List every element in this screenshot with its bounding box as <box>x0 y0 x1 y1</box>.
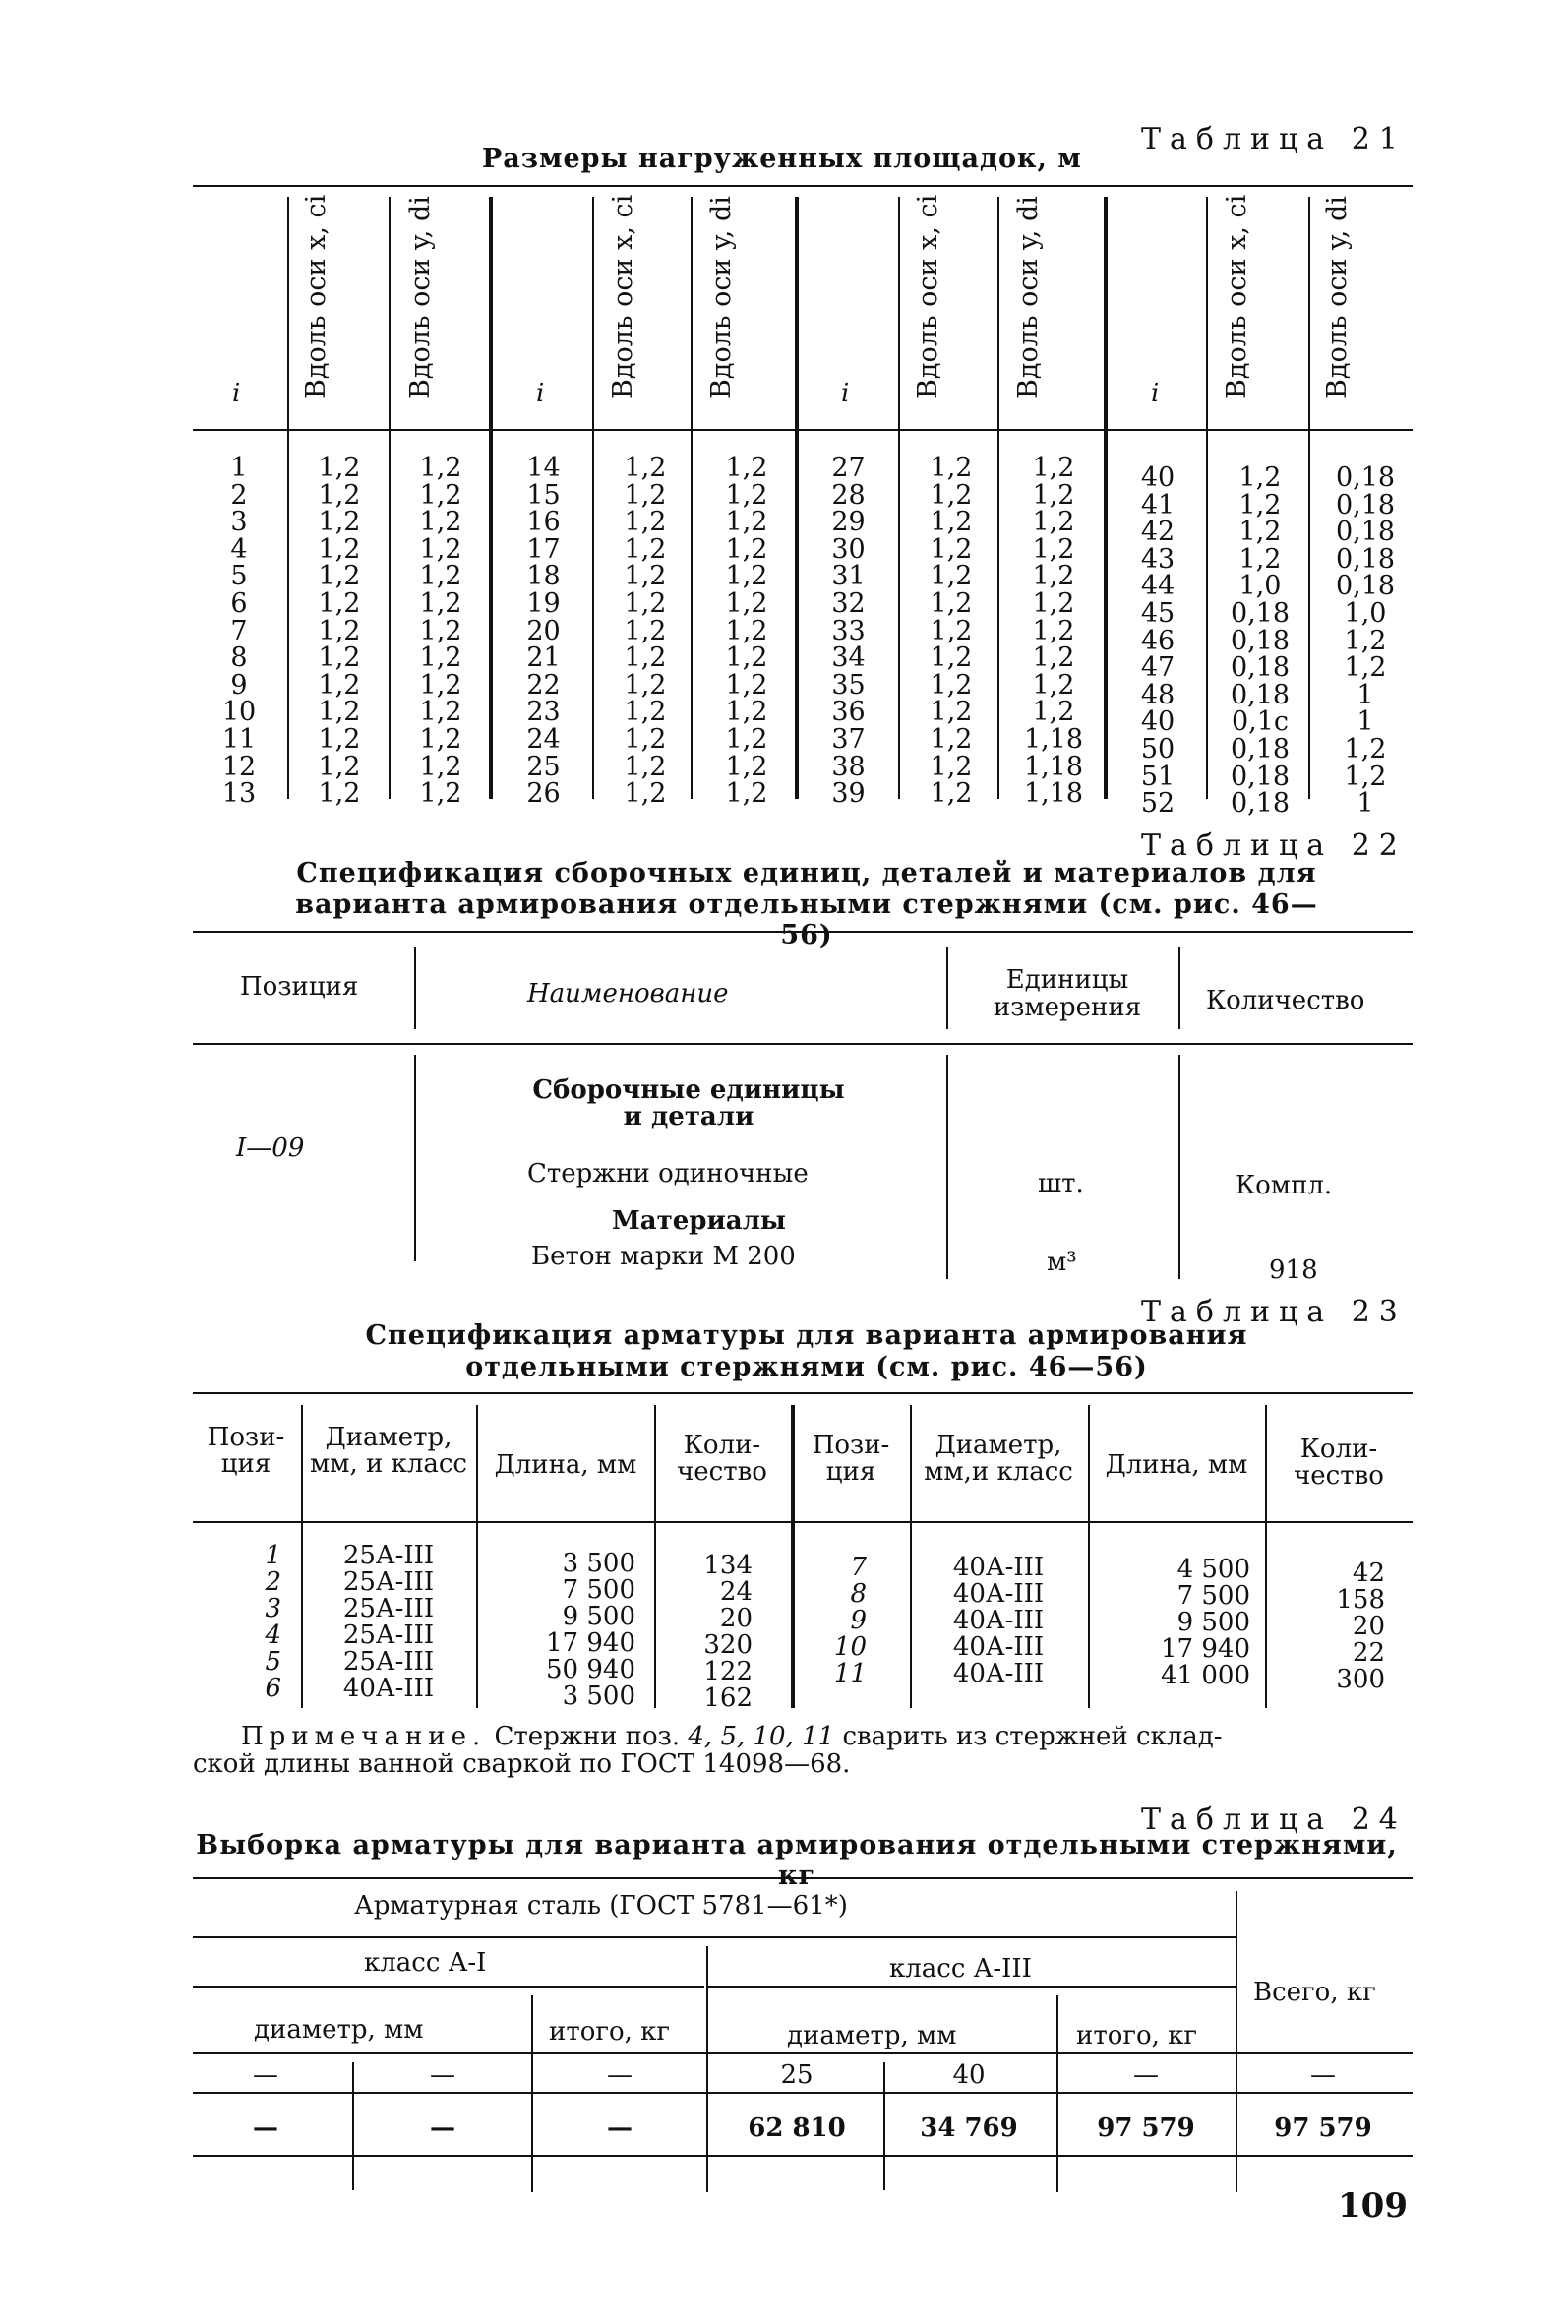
t21-cell: 1,2 <box>930 669 973 701</box>
t24-header-a1: класс А-I <box>364 1948 487 1978</box>
t22-position: I—09 <box>236 1133 305 1163</box>
t21-cell: 15 <box>526 479 561 511</box>
t21-cell: 0,18 <box>1335 517 1396 548</box>
t21-cell: 1,2 <box>624 507 667 538</box>
t21-i-header-2: i <box>536 379 545 408</box>
t23-header-pos2: Пози- ция <box>812 1431 890 1487</box>
t23-right-dia: 40А-III 40А-III 40А-III 40А-III 40А-III <box>952 1553 1045 1688</box>
t21-col-d-4 <box>1318 464 1413 818</box>
t21-cell: 0,1с <box>1231 706 1290 738</box>
t22-item-concrete: Бетон марки М 200 <box>531 1242 796 1271</box>
table23-title-line1: Спецификация арматуры для варианта армирования <box>365 1320 1248 1351</box>
t21-col-d-2 <box>700 455 793 808</box>
t21-cell: 1,2 <box>419 453 462 483</box>
t21-cell: 0,18 <box>1230 761 1291 792</box>
t21-x-header-3: Вдоль оси x, ci <box>913 194 943 398</box>
t23-right-qty: 42 158 20 22 300 <box>1336 1559 1385 1694</box>
t21-cell: 1,2 <box>725 561 768 592</box>
t21-cell: 1,2 <box>419 615 462 646</box>
t24-cell-r2-c7: 97 579 <box>1274 2113 1372 2143</box>
t21-col-i-3 <box>802 455 895 808</box>
t21-cell: 1,2 <box>725 453 768 483</box>
t21-cell: 2 <box>230 479 248 511</box>
t21-cell: 1,2 <box>1032 615 1075 646</box>
t21-cell: 8 <box>230 642 248 674</box>
t21-cell: 1,2 <box>1032 533 1075 565</box>
t21-cell: 1,2 <box>1344 625 1387 656</box>
t21-cell: 47 <box>1140 652 1176 684</box>
t24-cell-r1-c5: 40 <box>952 2060 986 2090</box>
t21-cell: 18 <box>526 561 561 592</box>
t21-i-header-3: i <box>841 379 850 408</box>
t21-cell: 1,2 <box>318 533 361 565</box>
t21-cell: 25 <box>526 751 561 782</box>
t21-cell: 1,18 <box>1023 778 1084 810</box>
t21-cell: 1,2 <box>419 561 462 592</box>
t21-cell: 0,18 <box>1230 679 1291 710</box>
t23-right-pos: 7 8 9 10 11 <box>833 1553 867 1688</box>
t23-header-qty: Коли- чество <box>677 1431 767 1487</box>
t21-cell: 11 <box>221 723 257 755</box>
t21-cell: 1,2 <box>419 669 462 701</box>
t22-item-rods: Стержни одиночные <box>527 1159 809 1189</box>
t24-cell-r1-c2: — <box>430 2060 455 2090</box>
t24-header-steel: Арматурная сталь (ГОСТ 5781—61*) <box>354 1891 848 1921</box>
t22-item-concrete-qty: 918 <box>1269 1255 1318 1285</box>
t21-cell: 38 <box>831 751 866 782</box>
t21-cell: 1,2 <box>318 615 361 646</box>
table21-caption: Таблица 21 <box>1141 122 1407 156</box>
t23-left-dia: 25А-III 25А-III 25А-III 25А-III 25А-III 40А-III <box>342 1541 435 1703</box>
t21-cell: 39 <box>831 778 866 810</box>
t21-cell: 7 <box>230 615 248 646</box>
t21-y-header-1: Вдоль оси y, di <box>405 196 436 398</box>
t21-cell: 1,18 <box>1023 751 1084 782</box>
t21-col-i-2 <box>497 455 590 808</box>
table24-caption: Таблица 24 <box>1141 1803 1407 1837</box>
t21-cell: 1,2 <box>318 723 361 755</box>
t21-cell: 1,2 <box>1032 507 1075 538</box>
table22-caption: Таблица 22 <box>1141 828 1407 863</box>
t21-cell: 37 <box>831 723 866 755</box>
t21-cell: 13 <box>221 778 257 810</box>
t22-header-qty: Количество <box>1206 986 1365 1015</box>
t21-cell: 1,2 <box>624 642 667 674</box>
t21-cell: 1,2 <box>1344 761 1387 792</box>
t21-cell: 1,2 <box>1344 652 1387 684</box>
t21-col-d-3 <box>1005 455 1102 808</box>
t21-cell: 1,2 <box>624 615 667 646</box>
t21-cell: 29 <box>831 507 866 538</box>
t22-section-assembly: Сборочные единицы и детали <box>532 1075 845 1131</box>
t21-cell: 21 <box>526 642 561 674</box>
t21-cell: 1,18 <box>1023 723 1084 755</box>
t21-cell: 1,2 <box>725 669 768 701</box>
t22-item-concrete-unit: м³ <box>1047 1248 1077 1277</box>
t23-left-pos: 1 2 3 4 5 6 <box>265 1541 281 1703</box>
t21-cell: 1 <box>230 453 248 483</box>
t21-x-header-1: Вдоль оси x, ci <box>301 194 332 398</box>
t21-cell: 1,2 <box>419 587 462 619</box>
t21-cell: 52 <box>1140 788 1176 820</box>
t21-cell: 1,2 <box>725 533 768 565</box>
t21-cell: 31 <box>831 561 866 592</box>
t21-cell: 1,2 <box>1238 543 1282 575</box>
t21-cell: 1,2 <box>419 723 462 755</box>
t21-cell: 0,18 <box>1230 652 1291 684</box>
t21-cell: 1,2 <box>725 778 768 810</box>
t21-cell: 43 <box>1140 543 1176 575</box>
t21-cell: 1,2 <box>725 723 768 755</box>
t24-cell-r2-c4: 62 810 <box>748 2113 846 2143</box>
t21-cell: 1,2 <box>930 479 973 511</box>
t21-col-c-3 <box>907 455 995 808</box>
t21-i-header-1: i <box>232 379 241 408</box>
t21-cell: 36 <box>831 697 866 728</box>
t21-cell: 0,18 <box>1230 597 1291 629</box>
t21-cell: 1,2 <box>930 453 973 483</box>
t21-cell: 44 <box>1140 571 1176 602</box>
t21-cell: 1,2 <box>318 751 361 782</box>
t21-cell: 0,18 <box>1335 543 1396 575</box>
t24-header-a3: класс А-III <box>889 1954 1032 1984</box>
t21-cell: 1,2 <box>1032 697 1075 728</box>
t21-cell: 1,2 <box>725 642 768 674</box>
t23-left-len: 3 500 7 500 9 500 17 940 50 940 3 500 <box>546 1549 635 1711</box>
t21-x-header-2: Вдоль оси x, ci <box>608 194 638 398</box>
t21-cell: 40 <box>1140 462 1176 493</box>
t21-cell: 1,2 <box>419 778 462 810</box>
t21-cell: 28 <box>831 479 866 511</box>
t21-cell: 1,2 <box>1032 587 1075 619</box>
t21-cell: 1,2 <box>624 778 667 810</box>
t21-cell: 40 <box>1140 706 1176 738</box>
t21-cell: 0,18 <box>1335 489 1396 520</box>
t21-cell: 1,2 <box>725 751 768 782</box>
t24-header-dia3: диаметр, мм <box>787 2021 957 2050</box>
t22-header-name: Наименование <box>527 979 729 1009</box>
t21-cell: 16 <box>526 507 561 538</box>
t23-note-line2: ской длины ванной сваркой по ГОСТ 14098—68. <box>193 1749 851 1779</box>
t21-cell: 27 <box>831 453 866 483</box>
t21-cell: 1,2 <box>930 507 973 538</box>
t21-cell: 3 <box>230 507 248 538</box>
t21-cell: 19 <box>526 587 561 619</box>
t21-cell: 14 <box>526 453 561 483</box>
t21-cell: 1,2 <box>624 751 667 782</box>
t21-cell: 1,0 <box>1238 571 1282 602</box>
t22-header-pos: Позиция <box>240 972 359 1002</box>
t21-cell: 1,2 <box>624 453 667 483</box>
t21-cell: 1,2 <box>624 479 667 511</box>
table22-title-line2: варианта армирования отдельными стержнями (см. рис. 46—56) <box>295 889 1318 950</box>
t21-cell: 1,2 <box>624 669 667 701</box>
t21-cell: 1,2 <box>419 642 462 674</box>
t21-y-header-3: Вдоль оси y, di <box>1013 196 1044 398</box>
table23-title-line2: отдельными стержнями (см. рис. 46—56) <box>465 1352 1148 1382</box>
t22-header-units: Единицы измерения <box>993 965 1142 1022</box>
t21-cell: 23 <box>526 697 561 728</box>
t21-cell: 1,2 <box>318 642 361 674</box>
t21-cell: 41 <box>1140 489 1176 520</box>
t23-note-positions: 4, 5, 10, 11 <box>688 1722 835 1751</box>
t21-cell: 51 <box>1140 761 1176 792</box>
t21-cell: 0,18 <box>1335 571 1396 602</box>
t21-cell: 33 <box>831 615 866 646</box>
t21-cell: 1,2 <box>930 615 973 646</box>
t23-header-len: Длина, мм <box>494 1450 637 1480</box>
t21-col-c-2 <box>602 455 689 808</box>
t21-cell: 1,2 <box>624 587 667 619</box>
t21-cell: 1 <box>1357 706 1374 738</box>
t21-cell: 1 <box>1357 679 1374 710</box>
table21-title: Размеры нагруженных площадок, м <box>482 144 1082 174</box>
t24-cell-r1-c3: — <box>607 2060 633 2090</box>
t21-cell: 1,2 <box>1238 517 1282 548</box>
t21-cell: 1,2 <box>725 587 768 619</box>
t23-header-qty2: Коли- чество <box>1294 1435 1384 1491</box>
t24-cell-r2-c1: — <box>253 2113 278 2143</box>
t21-cell: 1,2 <box>725 479 768 511</box>
t21-cell: 1,2 <box>930 561 973 592</box>
t21-y-header-4: Вдоль оси y, di <box>1322 196 1353 398</box>
t21-cell: 0,18 <box>1230 625 1291 656</box>
t21-cell: 22 <box>526 669 561 701</box>
t21-i-header-4: i <box>1151 379 1160 408</box>
t21-cell: 1,2 <box>624 561 667 592</box>
t22-item-rods-unit: шт. <box>1038 1169 1084 1198</box>
t24-cell-r1-c1: — <box>253 2060 278 2090</box>
t21-cell: 1,2 <box>624 723 667 755</box>
t24-header-dia: диаметр, мм <box>254 2015 424 2045</box>
t24-header-total-all: Всего, кг <box>1253 1978 1376 2007</box>
t21-cell: 1,2 <box>318 587 361 619</box>
t21-col-i-4 <box>1112 464 1204 818</box>
t24-header-itogo: итого, кг <box>549 2017 671 2047</box>
t21-cell: 50 <box>1140 733 1176 764</box>
t21-cell: 1,2 <box>419 479 462 511</box>
t21-cell: 5 <box>230 561 248 592</box>
t21-cell: 1,2 <box>624 697 667 728</box>
t24-cell-r2-c5: 34 769 <box>920 2113 1018 2143</box>
t21-cell: 1,2 <box>419 697 462 728</box>
t21-cell: 1,2 <box>930 533 973 565</box>
t21-cell: 0,18 <box>1335 462 1396 493</box>
t21-cell: 1,2 <box>318 669 361 701</box>
t21-cell: 1,2 <box>1238 489 1282 520</box>
table24-title: Выборка арматуры для варианта армирования отдельными стержнями, кг <box>196 1830 1398 1891</box>
t21-cell: 1,2 <box>318 561 361 592</box>
t23-header-pos: Пози- ция <box>207 1423 285 1479</box>
t21-cell: 26 <box>526 778 561 810</box>
t23-note-line1 <box>241 1722 1223 1751</box>
t21-cell: 32 <box>831 587 866 619</box>
t23-note-text-a: Стержни поз. <box>486 1722 689 1751</box>
t23-left-qty: 134 24 20 320 122 162 <box>703 1551 753 1713</box>
t21-cell: 24 <box>526 723 561 755</box>
t21-cell: 1,2 <box>930 723 973 755</box>
t21-cell: 17 <box>526 533 561 565</box>
t21-cell: 1,0 <box>1344 597 1387 629</box>
t24-cell-r1-c7: — <box>1310 2060 1336 2090</box>
t21-cell: 1,2 <box>930 642 973 674</box>
t21-col-c-1 <box>295 455 384 808</box>
t21-col-i-1 <box>193 455 285 808</box>
t23-right-len: 4 500 7 500 9 500 17 940 41 000 <box>1161 1555 1250 1690</box>
t21-cell: 1,2 <box>419 533 462 565</box>
t21-cell: 10 <box>221 697 257 728</box>
t24-cell-r1-c6: — <box>1133 2060 1159 2090</box>
t21-cell: 42 <box>1140 517 1176 548</box>
t21-cell: 20 <box>526 615 561 646</box>
t21-cell: 4 <box>230 533 248 565</box>
t21-cell: 1,2 <box>930 751 973 782</box>
t21-cell: 35 <box>831 669 866 701</box>
t21-col-d-1 <box>395 455 486 808</box>
t22-item-rods-qty: Компл. <box>1236 1171 1333 1200</box>
t21-cell: 1,2 <box>930 587 973 619</box>
t21-cell: 1,2 <box>1032 561 1075 592</box>
t23-header-len2: Длина, мм <box>1105 1450 1248 1480</box>
t23-header-dia: Диаметр, мм, и класс <box>310 1423 467 1479</box>
t21-cell: 1,2 <box>1344 733 1387 764</box>
t21-cell: 1,2 <box>318 697 361 728</box>
t21-cell: 1,2 <box>419 507 462 538</box>
t21-cell: 1,2 <box>725 697 768 728</box>
t21-cell: 1,2 <box>930 778 973 810</box>
t21-cell: 0,18 <box>1230 788 1291 820</box>
t21-cell: 1,2 <box>1238 462 1282 493</box>
t21-cell: 1,2 <box>725 615 768 646</box>
t21-cell: 48 <box>1140 679 1176 710</box>
t24-cell-r2-c6: 97 579 <box>1097 2113 1195 2143</box>
t24-cell-r2-c2: — <box>430 2113 455 2143</box>
t21-y-header-2: Вдоль оси y, di <box>706 196 737 398</box>
table23-caption: Таблица 23 <box>1141 1295 1407 1329</box>
t21-cell: 1,2 <box>318 778 361 810</box>
t23-header-dia2: Диаметр, мм,и класс <box>924 1431 1073 1487</box>
t23-note-label: Примечание. <box>241 1722 487 1751</box>
t21-cell: 9 <box>230 669 248 701</box>
t21-cell: 1,2 <box>725 507 768 538</box>
t21-cell: 1,2 <box>1032 669 1075 701</box>
t21-cell: 1,2 <box>1032 479 1075 511</box>
t21-x-header-4: Вдоль оси x, ci <box>1222 194 1252 398</box>
t24-header-itogo3: итого, кг <box>1076 2021 1198 2050</box>
t21-cell: 6 <box>230 587 248 619</box>
t21-cell: 1,2 <box>1032 642 1075 674</box>
t21-cell: 1,2 <box>419 751 462 782</box>
table22-title-line1: Спецификация сборочных единиц, деталей и материалов для <box>296 858 1317 888</box>
t21-cell: 1,2 <box>930 697 973 728</box>
t21-cell: 34 <box>831 642 866 674</box>
t21-cell: 1,2 <box>1032 453 1075 483</box>
t22-section-materials: Материалы <box>612 1206 786 1236</box>
t21-cell: 1 <box>1357 788 1374 820</box>
t21-cell: 30 <box>831 533 866 565</box>
t24-cell-r1-c4: 25 <box>780 2060 814 2090</box>
t21-cell: 0,18 <box>1230 733 1291 764</box>
t23-note-text-b: сварить из стержней склад- <box>834 1722 1223 1751</box>
t21-cell: 1,2 <box>318 479 361 511</box>
t21-cell: 45 <box>1140 597 1176 629</box>
t24-cell-r2-c3: — <box>607 2113 633 2143</box>
t21-col-c-4 <box>1214 464 1306 818</box>
t21-cell: 12 <box>221 751 257 782</box>
t21-cell: 1,2 <box>624 533 667 565</box>
t21-cell: 1,2 <box>318 453 361 483</box>
t21-cell: 46 <box>1140 625 1176 656</box>
page-number: 109 <box>1338 2186 1408 2226</box>
t21-cell: 1,2 <box>318 507 361 538</box>
